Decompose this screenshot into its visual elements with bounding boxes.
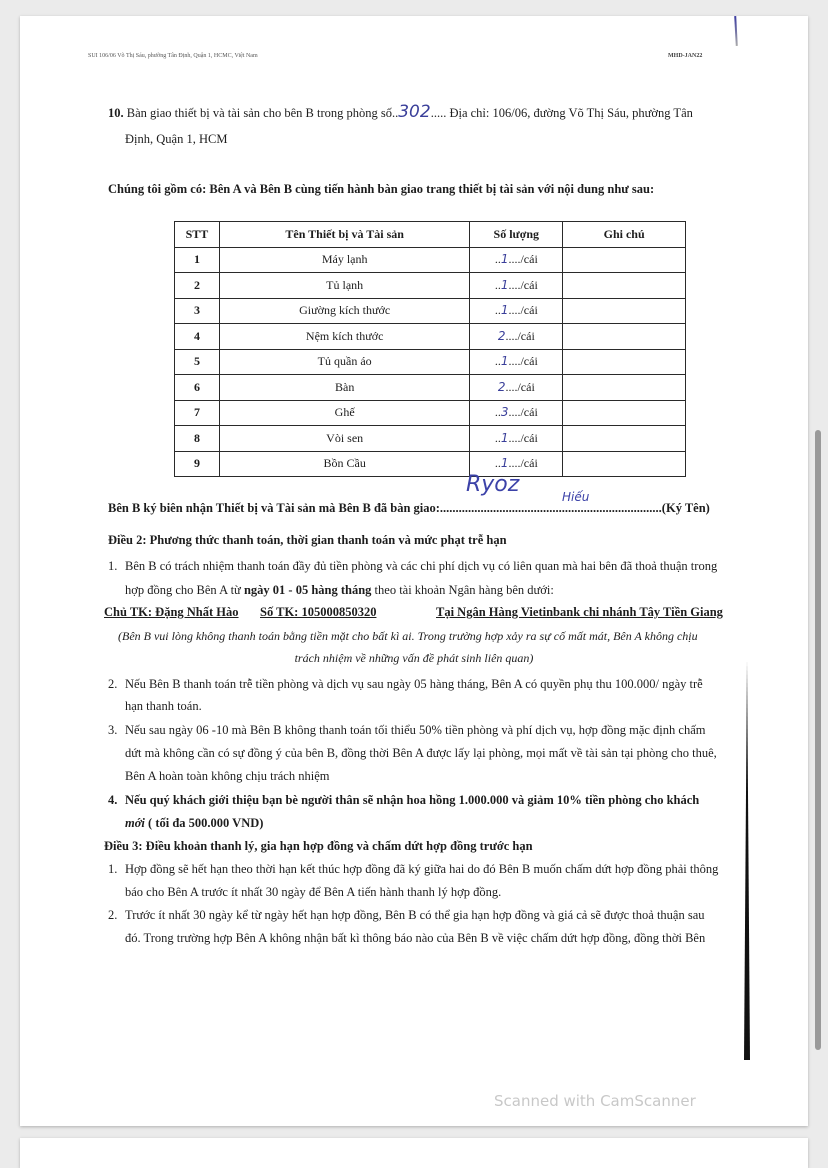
text: ( tối đa 500.000 VND) <box>144 816 264 830</box>
table-row <box>175 324 686 350</box>
qty-prefix: .. <box>494 430 501 445</box>
cell-qty <box>470 298 563 324</box>
cell-stt: 2 <box>175 273 220 299</box>
qty-handwritten: 1 <box>500 277 509 292</box>
next-page-edge <box>20 1138 808 1168</box>
col-header-qty: Số lượng <box>470 222 563 248</box>
table-header-row <box>175 222 686 248</box>
cell-name: Tủ lạnh <box>219 273 469 299</box>
cell-note <box>563 451 686 477</box>
cell-stt: 9 <box>175 451 220 477</box>
dieu3-title: Điều 3: Điều khoản thanh lý, gia hạn hợp đồng và chấm dứt hợp đồng trước hạn <box>104 839 533 853</box>
qty-unit: ..../cái <box>508 456 538 471</box>
cell-name: Giường kích thước <box>219 298 469 324</box>
dieu3-item2-line2: đó. Trong trường hợp Bên A không nhận bất kì thông báo nào của Bên B về việc chấm dứt hợp đồng, đồng thời Bên <box>125 931 706 945</box>
cell-qty <box>470 247 563 273</box>
cell-stt: 3 <box>175 298 220 324</box>
signature: Ryoz <box>466 472 520 497</box>
item-10-text-after: ..... Địa chỉ: 106/06, đường Võ Thị Sáu, phường Tân <box>430 106 693 120</box>
cell-stt: 8 <box>175 426 220 452</box>
dieu2-item3-num: 3. <box>108 723 118 737</box>
table-row <box>175 375 686 401</box>
qty-handwritten: 1 <box>500 354 509 369</box>
col-header-note: Ghi chú <box>563 222 686 248</box>
cell-name: Vòi sen <box>219 426 469 452</box>
qty-unit: ..../cái <box>508 252 538 267</box>
dieu2-item2-line2: hạn thanh toán. <box>125 699 202 713</box>
camscanner-watermark: Scanned with CamScanner <box>494 1092 696 1110</box>
table-row <box>175 273 686 299</box>
cell-note <box>563 298 686 324</box>
dieu2-item3-line1: Nếu sau ngày 06 -10 mà Bên B không thanh toán tối thiểu 50% tiền phòng và phí dịch vụ, hợp đồng mặc định chấm <box>125 723 706 737</box>
cell-stt: 7 <box>175 400 220 426</box>
qty-prefix: .. <box>494 303 501 318</box>
qty-prefix: .. <box>494 252 501 267</box>
qty-unit: ..../cái <box>505 328 535 343</box>
payment-days: ngày 01 - 05 hàng tháng <box>243 583 372 597</box>
cell-stt: 6 <box>175 375 220 401</box>
dieu2-item3-line2: dứt mà không cần có sự đồng ý của bên B, đồng thời Bên A được lấy lại phòng, mọi mất về tài sản tại phòng cho thuê, <box>125 746 717 760</box>
cell-note <box>563 247 686 273</box>
cell-stt: 4 <box>175 324 220 350</box>
dieu3-item2-num: 2. <box>108 908 118 922</box>
qty-unit: ..../cái <box>508 405 538 420</box>
intro-text: Chúng tôi gồm có: Bên A và Bên B cùng tiến hành bàn giao trang thiết bị tài sản với nội dung như sau: <box>108 182 655 196</box>
table-row <box>175 298 686 324</box>
room-number-handwritten: 302 <box>398 102 431 122</box>
cell-qty <box>470 426 563 452</box>
note-line2: trách nhiệm về những vấn đề phát sinh liên quan) <box>294 651 534 665</box>
cell-name: Ghế <box>219 400 469 426</box>
dieu3-item1-line2: báo cho Bên A trước ít nhất 30 ngày để Bên A tiến hành thanh lý hợp đồng. <box>125 885 502 899</box>
note-line1: (Bên B vui lòng không thanh toán bằng tiền mặt cho bất kì ai. Trong trường hợp xảy ra sự cố mất mát, Bên A không chịu <box>118 629 698 643</box>
cell-name: Máy lạnh <box>219 247 469 273</box>
qty-prefix: .. <box>494 354 501 369</box>
bank-name: Tại Ngân Hàng Vietinbank chi nhánh Tây Tiền Giang <box>436 605 723 619</box>
qty-unit: ..../cái <box>508 354 538 369</box>
cell-stt: 5 <box>175 349 220 375</box>
cell-note <box>563 400 686 426</box>
dieu2-item3-line3: Bên A hoàn toàn không chịu trách nhiệm <box>125 769 330 783</box>
dieu2-item1-num: 1. <box>108 559 118 573</box>
dieu2-item4-num: 4. <box>108 793 118 807</box>
qty-handwritten: 1 <box>500 303 509 318</box>
dieu2-item1-line1: Bên B có trách nhiệm thanh toán đầy đủ tiền phòng và các chi phí dịch vụ có liên quan mà hai bên đã thoả thuận trong <box>125 559 718 573</box>
dieu2-title: Điều 2: Phương thức thanh toán, thời gian thanh toán và mức phạt trễ hạn <box>108 533 507 547</box>
header-code: MHD-JAN22 <box>668 53 703 59</box>
text: hợp đồng cho Bên A từ <box>125 583 244 597</box>
dieu3-item1-num: 1. <box>108 862 118 876</box>
header-address: SUI 106/06 Võ Thị Sáu, phường Tân Định, Quận 1, HCMC, Việt Nam <box>88 53 258 59</box>
cell-note <box>563 324 686 350</box>
table-row <box>175 349 686 375</box>
qty-handwritten: 2 <box>497 379 506 394</box>
receipt-text: Bên B ký biên nhận Thiết bị và Tài sản mà Bên B đã bàn giao:.......................................................................(Ký Tên) <box>108 501 710 515</box>
cell-note <box>563 273 686 299</box>
qty-prefix: .. <box>494 456 501 471</box>
signature-name: Hiếu <box>562 490 590 504</box>
dieu2-item2-num: 2. <box>108 677 118 691</box>
text: mới <box>125 816 145 830</box>
bank-owner: Chủ TK: Đặng Nhất Hào <box>104 605 239 619</box>
qty-handwritten: 1 <box>500 430 509 445</box>
table-row <box>175 247 686 273</box>
table-row <box>175 426 686 452</box>
dieu2-item4-line1: Nếu quý khách giới thiệu bạn bè người thân sẽ nhận hoa hồng 1.000.000 và giảm 10% tiền phòng cho khách <box>125 793 700 807</box>
cell-name: Bàn <box>219 375 469 401</box>
qty-unit: ..../cái <box>508 303 538 318</box>
qty-handwritten: 2 <box>497 328 506 343</box>
col-header-name: Tên Thiết bị và Tài sản <box>219 222 469 248</box>
pen-mark <box>744 660 750 1060</box>
cell-note <box>563 375 686 401</box>
cell-qty <box>470 375 563 401</box>
item-number: 10. <box>108 106 124 120</box>
item-10 <box>108 104 693 121</box>
qty-prefix: .. <box>494 277 501 292</box>
bank-account: Số TK: 105000850320 <box>260 605 377 619</box>
qty-handwritten: 1 <box>500 252 509 267</box>
dieu3-item1-line1: Hợp đồng sẽ hết hạn theo thời hạn kết thúc hợp đồng đã ký giữa hai do đó Bên B muốn chấm dứt hợp đồng phải thông <box>125 862 719 876</box>
qty-prefix: .. <box>494 405 501 420</box>
cell-name: Nệm kích thước <box>219 324 469 350</box>
table-row <box>175 451 686 477</box>
item-10-text-before: Bàn giao thiết bị và tài sản cho bên B trong phòng số.. <box>126 106 399 120</box>
cell-qty <box>470 273 563 299</box>
qty-handwritten: 1 <box>500 456 509 471</box>
qty-unit: ..../cái <box>508 277 538 292</box>
cell-qty <box>470 400 563 426</box>
col-header-stt: STT <box>175 222 220 248</box>
dieu2-item4-line2 <box>125 815 263 831</box>
text: theo tài khoản Ngân hàng bên dưới: <box>371 583 554 597</box>
cell-name: Bồn Cầu <box>219 451 469 477</box>
dieu2-item1-line2 <box>125 582 554 598</box>
qty-handwritten: 3 <box>500 405 509 420</box>
dieu3-item2-line1: Trước ít nhất 30 ngày kể từ ngày hết hạn hợp đồng, Bên B có thể gia hạn hợp đồng và giá cả sẽ được thoả thuận sau <box>125 908 705 922</box>
cell-name: Tủ quần áo <box>219 349 469 375</box>
cell-stt: 1 <box>175 247 220 273</box>
qty-unit: ..../cái <box>508 430 538 445</box>
table-row <box>175 400 686 426</box>
cell-qty <box>470 324 563 350</box>
qty-unit: ..../cái <box>505 379 535 394</box>
cell-note <box>563 349 686 375</box>
cell-qty <box>470 349 563 375</box>
cell-note <box>563 426 686 452</box>
scrollbar[interactable] <box>815 430 821 1050</box>
dieu2-item2-line1: Nếu Bên B thanh toán trễ tiền phòng và dịch vụ sau ngày 05 hàng tháng, Bên A có quyền phụ thu 100.000/ ngày trễ <box>125 677 703 691</box>
item-10-line2: Định, Quận 1, HCM <box>125 132 228 146</box>
equipment-table <box>174 221 686 477</box>
